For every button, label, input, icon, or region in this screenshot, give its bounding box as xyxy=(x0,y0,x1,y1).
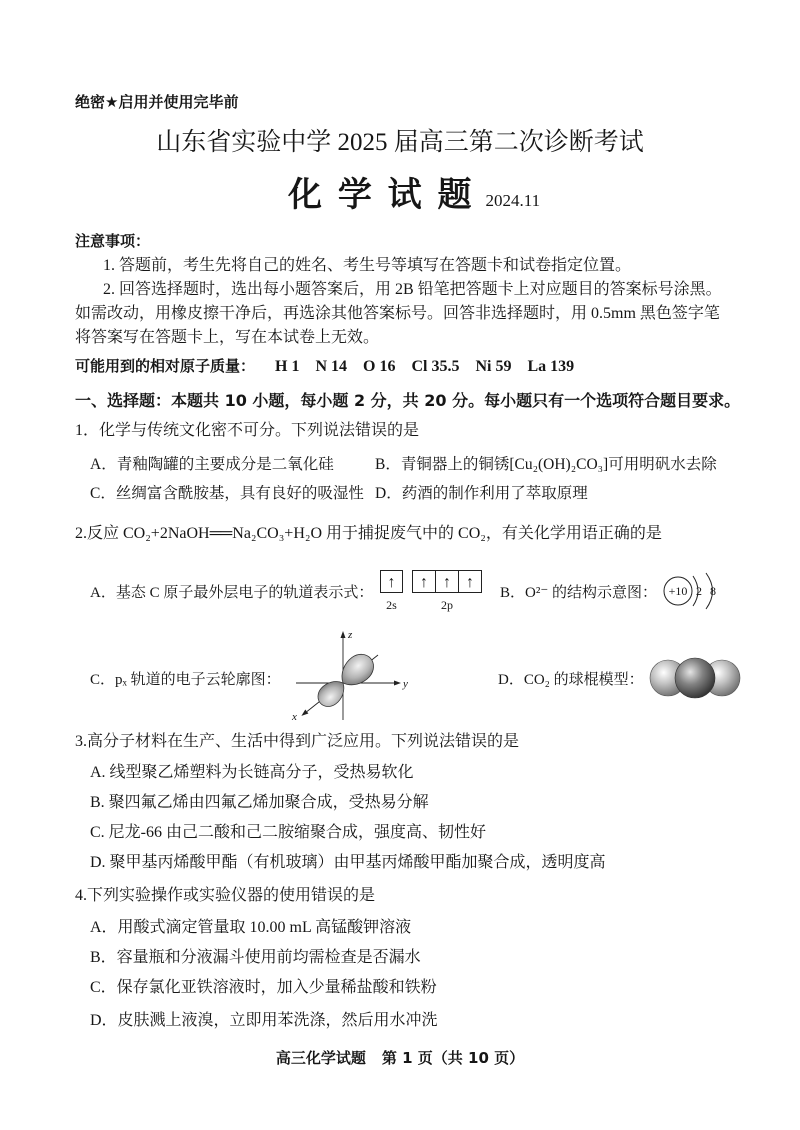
x-axis-arrow xyxy=(301,710,308,716)
orbital-arrow-2p-2: ↑ xyxy=(443,574,451,591)
section-heading: 一、选择题：本题共 10 小题，每小题 2 分，共 20 分。每小题只有一个选项符合题目要求。 xyxy=(75,391,741,410)
question-4-stem: 4.下列实验操作或实验仪器的使用错误的是 xyxy=(75,887,376,904)
orbital-label-2s: 2s xyxy=(386,598,397,612)
question-4-option-b: B．容量瓶和分液漏斗使用前均需检查是否漏水 xyxy=(90,949,421,966)
x-axis-label: x xyxy=(292,711,297,723)
exam-date: 2024.11 xyxy=(485,191,541,210)
orbital-arrow-2s: ↑ xyxy=(387,574,396,591)
atomic-mass-cl: Cl 35.5 xyxy=(411,358,460,375)
ion-structure-diagram xyxy=(662,570,724,612)
ball-stick-model xyxy=(646,656,742,700)
question-1-option-c: C．丝绸富含酰胺基，具有良好的吸湿性 xyxy=(90,485,364,502)
subject-row xyxy=(288,175,540,222)
question-4-option-a: A．用酸式滴定管量取 10.00 mL 高锰酸钾溶液 xyxy=(90,919,412,936)
notice-item-2: 2. 回答选择题时，选出每小题答案后，用 2B 铅笔把答题卡上对应题目的答案标号涂黑。 xyxy=(103,281,722,298)
question-1-stem: 1．化学与传统文化密不可分。下列说法错误的是 xyxy=(75,422,420,439)
page-footer xyxy=(0,1049,800,1067)
orbital-label-2p: 2p xyxy=(441,598,453,612)
atomic-mass-ni: Ni 59 xyxy=(475,358,512,375)
electron-shell-1-count: 2 xyxy=(696,584,702,598)
question-2-option-d: D．CO₂ 的球棍模型： xyxy=(498,672,644,688)
question-2-option-c: C．pₓ 轨道的电子云轮廓图： xyxy=(90,672,281,688)
question-3-option-b: B. 聚四氟乙烯由四氟乙烯加聚合成，受热易分解 xyxy=(90,794,429,811)
atomic-masses xyxy=(75,357,574,376)
notice-item-2-cont: 如需改动，用橡皮擦干净后，再选涂其他答案标号。回答非选择题时，用 0.5mm 黑色签字笔 xyxy=(75,305,720,322)
y-axis-label: y xyxy=(403,678,408,690)
notice-item-1: 1. 答题前，考生先将自己的姓名、考生号等填写在答题卡和试卷指定位置。 xyxy=(103,257,632,274)
question-2-option-b: B．O²⁻ 的结构示意图： xyxy=(500,585,658,601)
question-3-stem: 3.高分子材料在生产、生活中得到广泛应用。下列说法错误的是 xyxy=(75,733,520,750)
question-1-option-b: B．青铜器上的铜锈[Cu₂(OH)₂CO₃]可用明矾水去除 xyxy=(375,456,717,473)
atomic-mass-la: La 139 xyxy=(527,358,575,375)
confidentiality-notice: 绝密★启用并使用完毕前 xyxy=(75,93,239,111)
y-axis-arrow xyxy=(394,681,401,686)
z-axis-arrow xyxy=(341,631,346,638)
carbon-ball-center xyxy=(675,658,715,698)
p-orbital-diagram xyxy=(290,628,414,722)
question-3-option-c: C. 尼龙-66 由己二酸和己二胺缩聚合成，强度高、韧性好 xyxy=(90,824,487,841)
z-axis-label: z xyxy=(348,629,353,641)
nucleus-charge: +10 xyxy=(668,584,688,598)
question-4-option-c: C．保存氯化亚铁溶液时，加入少量稀盐酸和铁粉 xyxy=(90,979,437,996)
atomic-mass-o: O 16 xyxy=(363,358,396,375)
orbital-arrow-2p-1: ↑ xyxy=(420,574,428,591)
exam-title: 山东省实验中学 2025 届高三第二次诊断考试 xyxy=(156,129,644,156)
footer-page-number: 第 1 页（共 10 页） xyxy=(381,1049,525,1067)
orbital-arrow-2p-3: ↑ xyxy=(466,574,474,591)
electron-shell-2-count: 8 xyxy=(710,584,716,598)
question-1-option-a: A．青釉陶罐的主要成分是二氧化硅 xyxy=(90,456,334,473)
question-3-option-a: A. 线型聚乙烯塑料为长链高分子，受热易软化 xyxy=(90,764,414,781)
notice-item-2-cont: 将答案写在答题卡上，写在本试卷上无效。 xyxy=(75,329,380,346)
atomic-mass-n: N 14 xyxy=(315,358,348,375)
question-4-option-d: D．皮肤溅上液溴，立即用苯洗涤，然后用水冲洗 xyxy=(90,1012,438,1029)
atomic-mass-h: H 1 xyxy=(275,358,300,375)
atomic-masses-label: 可能用到的相对原子质量： xyxy=(75,357,256,375)
question-1-option-d: D．药酒的制作利用了萃取原理 xyxy=(375,485,588,502)
question-2-option-a: A．基态 C 原子最外层电子的轨道表示式： xyxy=(90,585,374,601)
subject-title: 化 学 试 题 xyxy=(288,175,474,215)
orbital-diagram xyxy=(376,566,484,614)
notice-heading: 注意事项： xyxy=(75,232,151,250)
question-3-option-d: D. 聚甲基丙烯酸甲酯（有机玻璃）由甲基丙烯酸甲酯加聚合成，透明度高 xyxy=(90,854,606,871)
footer-title: 高三化学试题 xyxy=(275,1049,366,1067)
question-2-stem: 2.反应 CO₂+2NaOH══Na₂CO₃+H₂O 用于捕捉废气中的 CO₂，有关化学用语正确的是 xyxy=(75,525,662,542)
